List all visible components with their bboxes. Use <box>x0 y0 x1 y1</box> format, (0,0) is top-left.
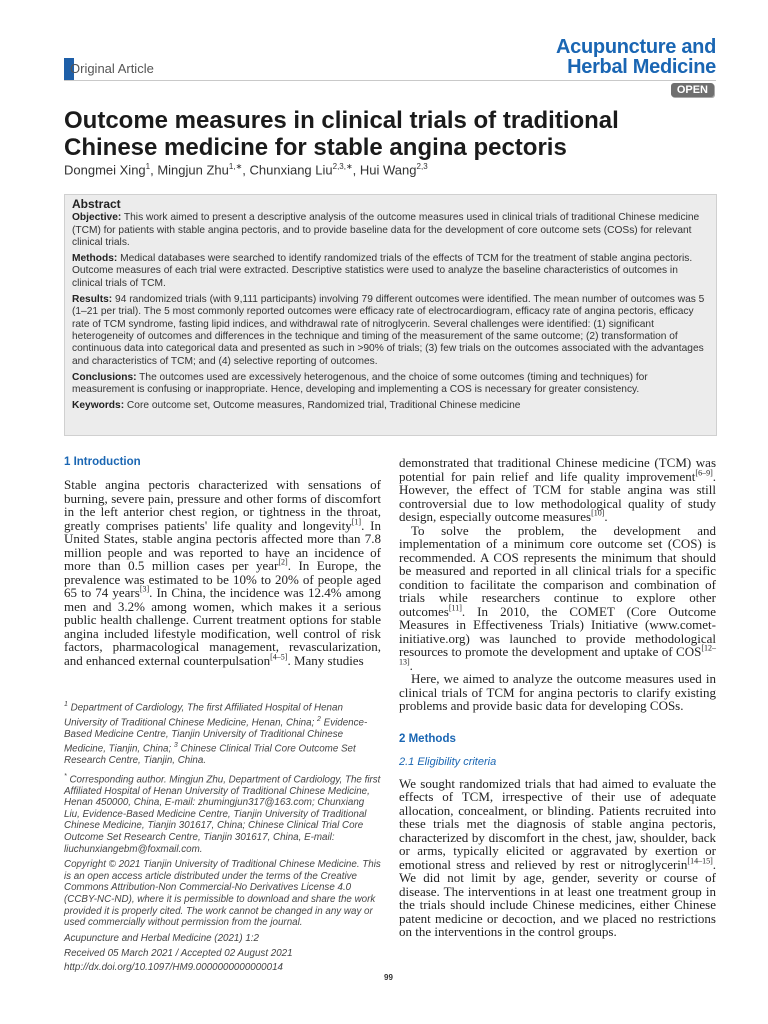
text-run: . <box>604 509 608 524</box>
abstract-conclusions <box>72 372 709 397</box>
footnote-mark: * <box>64 772 67 780</box>
text-run: Department of Cardiology, The first Affiliated Hospital of Henan University of Traditional Chinese Medicine, Henan, China; <box>64 702 343 729</box>
abstract-objective-label: Objective: <box>72 212 122 224</box>
received-accepted-dates: Received 05 March 2021 / Accepted 02 August 2021 <box>64 948 293 960</box>
abstract-conclusions-label: Conclusions: <box>72 371 137 383</box>
text-run: . In China, the incidence was 12.4% among men and 3.2% among women, which makes it a serious public health challenge. Current treatment options for stable angina included lifestyle modification, well control of risk factors, pharmacological management, revascularization, and enhanced external counterpulsation <box>64 585 381 668</box>
subsection-heading-eligibility: 2.1 Eligibility criteria <box>399 755 497 768</box>
citation-ref[interactable]: [4–5] <box>270 652 288 662</box>
footnote-mark: 3 <box>173 742 178 750</box>
abstract-methods-label: Methods: <box>72 253 118 265</box>
author-affiliation: 1,∗ <box>228 162 243 171</box>
doi-link[interactable]: http://dx.doi.org/10.1097/HM9.0000000000000014 <box>64 961 283 973</box>
text-run: . In United States, stable angina pectoris affected more than 7.8 million people and was reported to have an incidence of more than 0.5 million cases per year <box>64 517 381 573</box>
abstract-box <box>64 194 717 436</box>
abstract-results <box>72 294 709 368</box>
open-access-badge: OPEN <box>671 83 714 97</box>
methods-paragraph <box>399 777 716 939</box>
citation-ref[interactable]: [6–9] <box>695 468 713 478</box>
abstract-methods-text: Medical databases were searched to identify randomized trials of the effects of TCM for the treatment of stable angina pectoris. Outcome measures of each trial were extracted. Descriptive statistics were used to analyze the baseline characteristics of outcomes in clinical trials of TCM. <box>72 253 693 289</box>
copyright-notice: Copyright © 2021 Tianjin University of Traditional Chinese Medicine. This is an open access article distributed under the terms of the Creative Commons Attribution-Non Commercial-No Derivatives License 4.0 (CCBY-NC-ND), where it is permissible to download and share the work provided it is properly cited. The work cannot be changed in any way or used commercially without permission from the journal. <box>64 859 381 929</box>
text-run: . Many studies <box>287 652 364 668</box>
author-affiliation: 2,3 <box>416 162 428 171</box>
abstract-keywords <box>72 400 709 412</box>
intro-paragraph-continued <box>399 456 716 524</box>
footnote-mark: 1 <box>64 701 68 708</box>
abstract-methods <box>72 253 709 290</box>
journal-name-line2: Herbal Medicine <box>567 56 716 78</box>
text-run: . In Europe, the prevalence was estimated to be 10% to 20% of people aged 65 to 74 years <box>64 558 381 600</box>
citation-ref[interactable]: [2] <box>278 557 288 567</box>
footnote-mark: 2 <box>317 715 321 723</box>
abstract-conclusions-text: The outcomes used are excessively heterogenous, and the choice of some outcomes (timing and techniques) for measurement is confusing or inappropriate. Hence, developing and implementing a COS is necessary for greater consistency. <box>72 371 648 396</box>
abstract-heading: Abstract <box>72 197 121 211</box>
journal-citation: Acupuncture and Herbal Medicine (2021) 1:2 <box>64 932 259 944</box>
author-name: Mingjun Zhu <box>157 162 229 178</box>
author-affiliation: 1 <box>145 162 151 171</box>
right-column <box>399 456 716 939</box>
left-column <box>64 456 381 667</box>
text-run: Stable angina pectoris characterized with sensations of burning, severe pain, pressure and other forms of discomfort in the left anterior chest region, or tightness in the throat, greatly comprises patients' life quality and longevity <box>64 477 381 533</box>
author-name: Dongmei Xing <box>64 162 146 178</box>
affiliations-footnote <box>64 699 381 767</box>
section-heading-methods: 2 Methods <box>399 732 456 745</box>
intro-paragraph <box>399 524 716 673</box>
citation-ref[interactable]: [1] <box>351 517 362 527</box>
abstract-keywords-label: Keywords: <box>72 400 125 412</box>
page-number: 99 <box>384 973 393 982</box>
author-list: Dongmei Xing$^1$, Mingjun Zhu$^{1,∗}$, Chunxiang Liu$^{2,3,∗}$, Hui Wang$^{2,3}$ <box>64 162 428 178</box>
intro-paragraph: Here, we aimed to analyze the outcome measures used in clinical trials of TCM for angina pectoris to clarify existing problems and provide basic data for developing COSs. <box>399 671 716 713</box>
abstract-results-text: 94 randomized trials (with 9,111 participants) involving 79 different outcomes were identified. The mean number of outcomes was 5 (1–21 per trial). The 5 most commonly reported outcomes were efficacy rate of electrocardiogram, efficacy rate of angina pectoris, efficacy rate of TCM syndrome, fasting lipid indices, and withdrawal rate of nitroglycerin. Several challenges were identified: (1) significant heterogeneity of outcomes and differences in the technique and timing of the measurement of the same outcome; (2) transformation of continuous data into categorical data and presented as such in >90% of trials; (3) few trials on the outcomes associated with the advantages and characteristics of TCM; and (4) selective reporting of outcomes. <box>72 294 705 367</box>
text-run: . <box>409 657 413 673</box>
section-heading-introduction: 1 Introduction <box>64 456 141 468</box>
text-run: . In 2010, the COMET (Core Outcome Measures in Effectiveness Trials) Initiative (www.comet-initiative.org) was launched to provide methodological resources to promote the development and uptake of COS <box>399 603 716 659</box>
citation-ref[interactable]: [14–15] <box>687 856 713 866</box>
footnotes <box>64 699 381 978</box>
text-run: . We did not limit by age, gender, severity or course of disease. The interventions in at least one treatment group in the trials should include Chinese medicines, either Chinese patent medicine or decoction, and we placed no restrictions on the interventions in the control groups. <box>399 856 716 939</box>
article-title <box>64 107 714 161</box>
corresponding-author-footnote <box>64 771 381 855</box>
abstract-objective-text: This work aimed to present a descriptive analysis of the outcome measures used in clinical trials of traditional Chinese medicine (TCM) for patients with stable angina pectoris, and to provide baseline data for the development of core outcome sets (COSs) for relevant clinical trials. <box>72 212 700 248</box>
journal-name <box>466 37 716 77</box>
text-run: Evidence-Based Medicine Centre, Tianjin University of Traditional Chinese Medicine, Tianjin, China; <box>64 717 368 755</box>
intro-paragraph <box>64 478 381 667</box>
author-affiliation: 2,3,∗ <box>332 162 353 171</box>
article-title-line1: Outcome measures in clinical trials of traditional <box>64 107 619 134</box>
citation-ref[interactable]: [12–13] <box>399 643 716 667</box>
text-run: To solve the problem, the development and implementation of a minimum core outcome set (COS) is recommended. A COS represents the minimum that should be measured and reported in all clinical trials for a specific condition to facilitate the comparison and combination of trials while researchers continue to explore other outcomes <box>399 522 716 619</box>
author-name: Chunxiang Liu <box>249 162 333 178</box>
header-divider <box>64 80 716 81</box>
article-title-line2: Chinese medicine for stable angina pectoris <box>64 134 567 161</box>
citation-ref[interactable]: [10] <box>591 508 605 518</box>
text-run: We sought randomized trials that had aimed to evaluate the effects of TCM, irrespective of their use of adequate allocation, concealment, or blinding. Patients recruited into these trials met the diagnosis of stable angina pectoris, characterized by discomfort in the chest, jaw, shoulder, back or arms, typically elicited or aggravated by exertion or emotional stress and relieved by rest or nitroglycerin <box>399 775 716 872</box>
article-type-label: Original Article <box>70 61 154 76</box>
abstract-keywords-text: Core outcome set, Outcome measures, Randomized trial, Traditional Chinese medicine <box>124 400 521 412</box>
citation-ref[interactable]: [3] <box>139 584 150 594</box>
text-run: Chinese Clinical Trial Core Outcome Set Research Centre, Tianjin, China. <box>64 743 356 767</box>
abstract-objective <box>72 212 709 249</box>
author-name: Hui Wang <box>359 162 417 178</box>
text-run: . However, the effect of TCM for stable angina was still controversial due to low methodological quality of study design, especially outcome measures <box>399 468 716 524</box>
journal-name-line1: Acupuncture and <box>556 36 716 58</box>
abstract-results-label: Results: <box>72 294 113 306</box>
citation-ref[interactable]: [11] <box>448 603 462 613</box>
text-run: Corresponding author. Mingjun Zhu, Department of Cardiology, The first Affiliated Hospital of Henan University of Traditional Chinese Medicine, Henan 450000, China, E-mail: zhumingjun317@163.com; Chunxiang Liu, Evidence-Based Medicine Centre, Tianjin University of Traditional Chinese Medicine, Tianjin 301617, China; Chinese Clinical Trial Core Outcome Set Research Centre, Tianjin 301617, China, E-mail: liuchunxiangebm@foxmail.com. <box>64 774 381 855</box>
text-run: demonstrated that traditional Chinese medicine (TCM) was potential for pain relief and life quality improvement <box>399 455 716 484</box>
